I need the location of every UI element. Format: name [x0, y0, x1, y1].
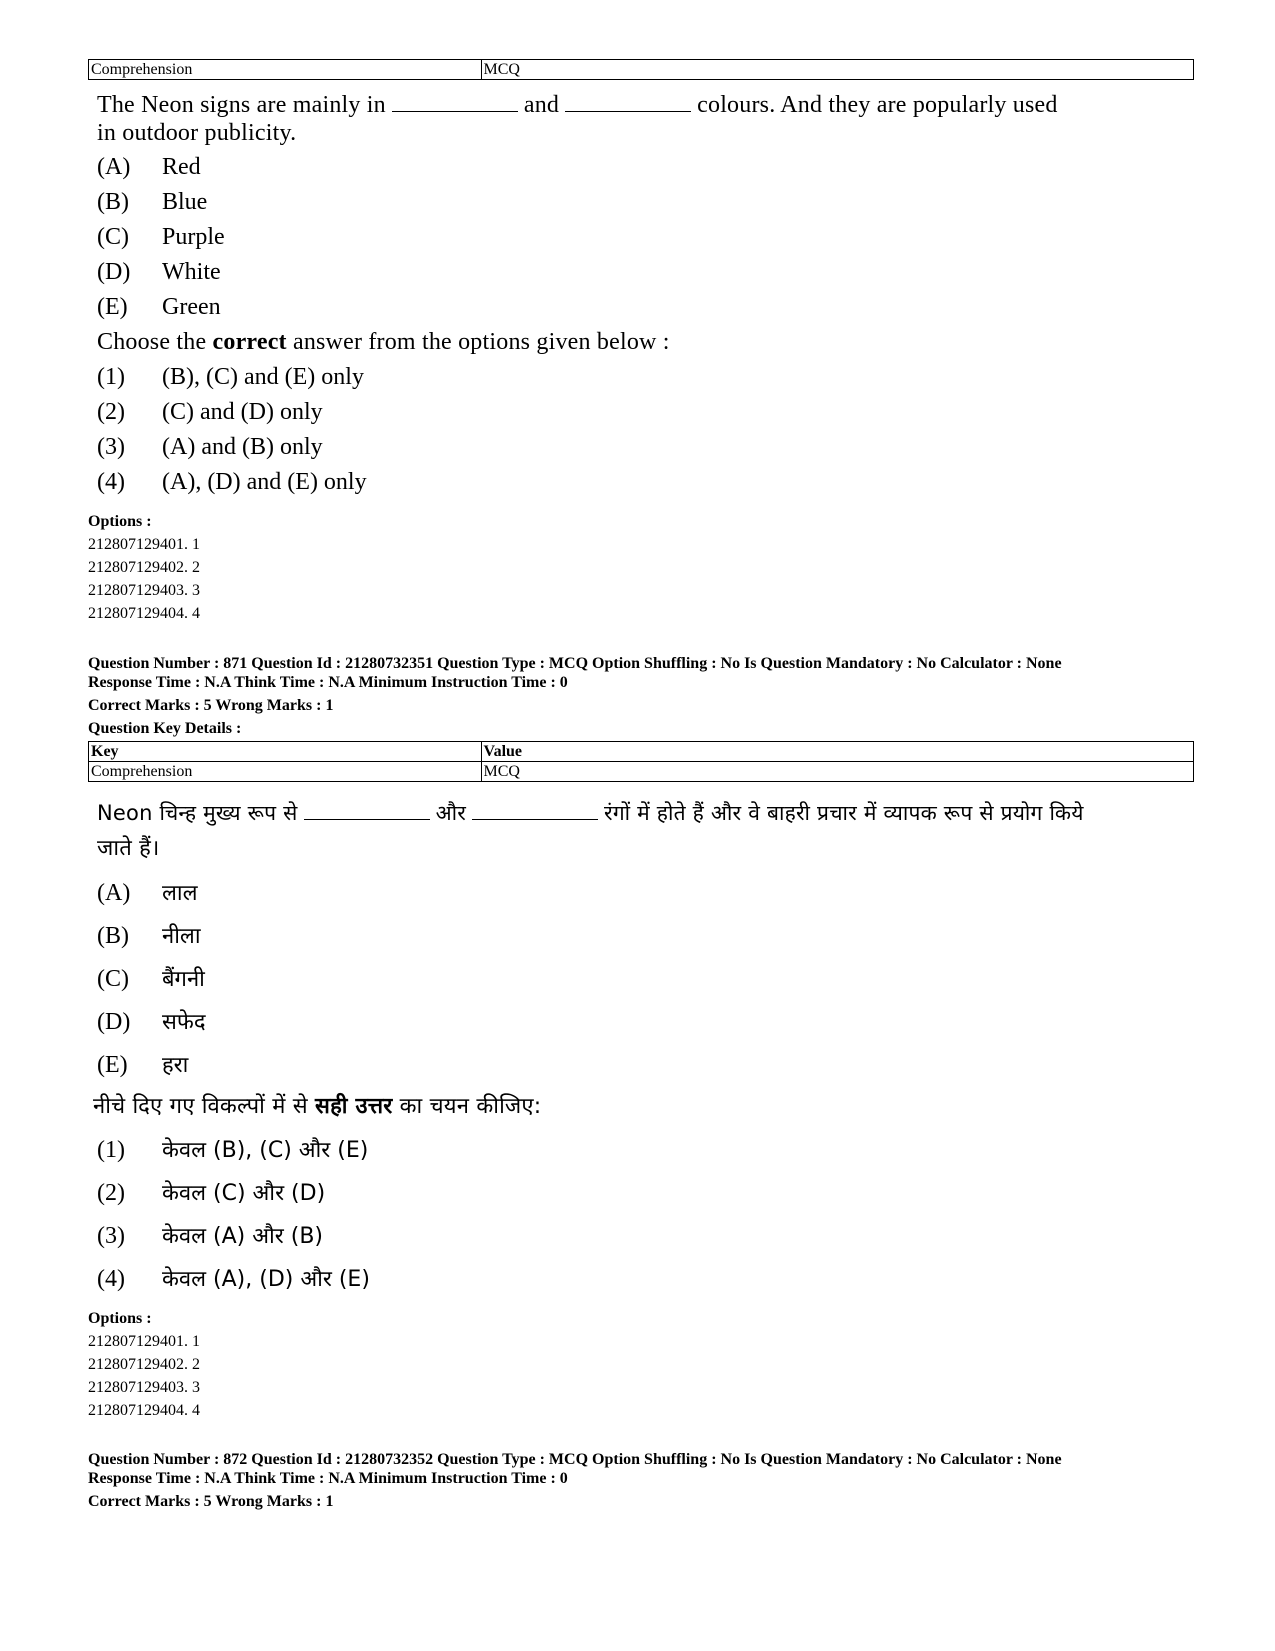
answer-choice	[97, 1178, 325, 1209]
table-header-row	[89, 742, 1194, 762]
choose-instruction-hi	[93, 1092, 541, 1122]
item-label: (C)	[97, 224, 129, 250]
option-id: 212807129404. 4	[88, 605, 200, 622]
list-item	[97, 152, 201, 182]
option-id: 212807129401. 1	[88, 536, 200, 553]
item-label: (D)	[97, 259, 131, 285]
question-text-en-line1	[97, 90, 1207, 120]
item-text: White	[162, 259, 221, 285]
instruction-part: का चयन कीजिए:	[399, 1094, 542, 1119]
table-cell-value: MCQ	[481, 60, 1194, 80]
question-meta-line2: Response Time : N.A Think Time : N.A Minimum Instruction Time : 0	[88, 1470, 568, 1487]
item-text: सफेद	[162, 1010, 206, 1035]
item-label: (B)	[97, 189, 129, 215]
item-label: (A)	[97, 880, 131, 906]
answer-blank	[304, 799, 430, 820]
item-label: (C)	[97, 966, 129, 992]
key-value-table-top	[88, 59, 1194, 80]
choose-instruction-en	[97, 327, 670, 357]
choice-text: (C) and (D) only	[162, 399, 323, 425]
list-item	[97, 1007, 206, 1038]
question-marks: Correct Marks : 5 Wrong Marks : 1	[88, 697, 334, 714]
table-cell-key: Comprehension	[89, 60, 482, 80]
list-item	[97, 292, 221, 322]
table-row	[89, 60, 1194, 80]
question-meta-line1: Question Number : 871 Question Id : 21280732351 Question Type : MCQ Option Shuffling : No Is Question Mandatory : No Calculator : None	[88, 655, 1062, 672]
question-text-en-line2: in outdoor publicity.	[97, 120, 297, 146]
choice-label: (2)	[97, 1180, 125, 1206]
question-text-part: colours. And they are popularly used	[697, 92, 1058, 118]
choice-label: (4)	[97, 469, 125, 495]
answer-choice	[97, 467, 367, 497]
option-id: 212807129402. 2	[88, 559, 200, 576]
answer-choice	[97, 362, 364, 392]
option-id: 212807129403. 3	[88, 582, 200, 599]
answer-choice	[97, 1221, 323, 1252]
instruction-part: नीचे दिए गए विकल्पों में से	[93, 1094, 308, 1119]
question-text-hi-line2: जाते हैं।	[97, 836, 160, 861]
choice-label: (2)	[97, 399, 125, 425]
option-id: 212807129402. 2	[88, 1356, 200, 1373]
item-label: (E)	[97, 294, 128, 320]
item-text: Red	[162, 154, 201, 180]
item-text: नीला	[162, 924, 201, 949]
choice-text: केवल (A) और (B)	[162, 1224, 324, 1249]
key-value-table	[88, 741, 1194, 782]
choice-label: (4)	[97, 1266, 125, 1292]
option-id: 212807129401. 1	[88, 1333, 200, 1350]
options-heading: Options :	[88, 1310, 152, 1327]
item-text: हरा	[162, 1053, 189, 1078]
question-text-part: and	[523, 92, 560, 118]
question-marks: Correct Marks : 5 Wrong Marks : 1	[88, 1493, 334, 1510]
question-text-part: और	[435, 801, 467, 825]
question-key-details-heading: Question Key Details :	[88, 720, 242, 737]
item-label: (B)	[97, 923, 129, 949]
question-text-part: रंगों में होते हैं और वे बाहरी प्रचार में व्यापक रूप से प्रयोग किये	[604, 801, 1084, 825]
table-cell-value: MCQ	[481, 762, 1194, 782]
answer-blank	[472, 799, 598, 820]
question-text-part: Neon चिन्ह मुख्य रूप से	[97, 801, 298, 825]
item-text: Purple	[162, 224, 225, 250]
table-row	[89, 762, 1194, 782]
answer-blank	[565, 91, 691, 112]
instruction-emphasis: सही उत्तर	[315, 1094, 393, 1119]
table-cell-key: Comprehension	[89, 762, 482, 782]
choice-text: (A), (D) and (E) only	[162, 469, 367, 495]
item-text: Green	[162, 294, 221, 320]
item-text: लाल	[162, 881, 198, 906]
question-text-hi-line1	[97, 798, 1207, 828]
choice-label: (1)	[97, 364, 125, 390]
instruction-emphasis: correct	[212, 329, 287, 355]
answer-choice	[97, 1135, 368, 1166]
instruction-part: Choose the	[97, 329, 207, 355]
choice-text: केवल (A), (D) और (E)	[162, 1267, 370, 1292]
list-item	[97, 964, 205, 995]
choice-text: केवल (B), (C) और (E)	[162, 1138, 369, 1163]
choice-label: (1)	[97, 1137, 125, 1163]
instruction-part: answer from the options given below :	[292, 329, 670, 355]
list-item	[97, 921, 201, 952]
choice-text: केवल (C) और (D)	[162, 1181, 326, 1206]
option-id: 212807129404. 4	[88, 1402, 200, 1419]
answer-blank	[392, 91, 518, 112]
choice-text: (B), (C) and (E) only	[162, 364, 364, 390]
options-heading: Options :	[88, 513, 152, 530]
list-item	[97, 222, 225, 252]
list-item	[97, 1050, 188, 1081]
list-item	[97, 878, 198, 909]
answer-choice	[97, 397, 323, 427]
item-label: (E)	[97, 1052, 128, 1078]
question-text-part: The Neon signs are mainly in	[97, 92, 386, 118]
choice-label: (3)	[97, 434, 125, 460]
list-item	[97, 187, 207, 217]
item-text: बैंगनी	[162, 967, 205, 992]
choice-label: (3)	[97, 1223, 125, 1249]
answer-choice	[97, 1264, 370, 1295]
item-text: Blue	[162, 189, 208, 215]
choice-text: (A) and (B) only	[162, 434, 323, 460]
option-id: 212807129403. 3	[88, 1379, 200, 1396]
table-header-key: Key	[89, 742, 482, 762]
question-meta-line1: Question Number : 872 Question Id : 21280732352 Question Type : MCQ Option Shuffling : No Is Question Mandatory : No Calculator : None	[88, 1451, 1062, 1468]
question-meta-line2: Response Time : N.A Think Time : N.A Minimum Instruction Time : 0	[88, 674, 568, 691]
table-header-value: Value	[481, 742, 1194, 762]
answer-choice	[97, 432, 323, 462]
item-label: (A)	[97, 154, 131, 180]
list-item	[97, 257, 221, 287]
item-label: (D)	[97, 1009, 131, 1035]
